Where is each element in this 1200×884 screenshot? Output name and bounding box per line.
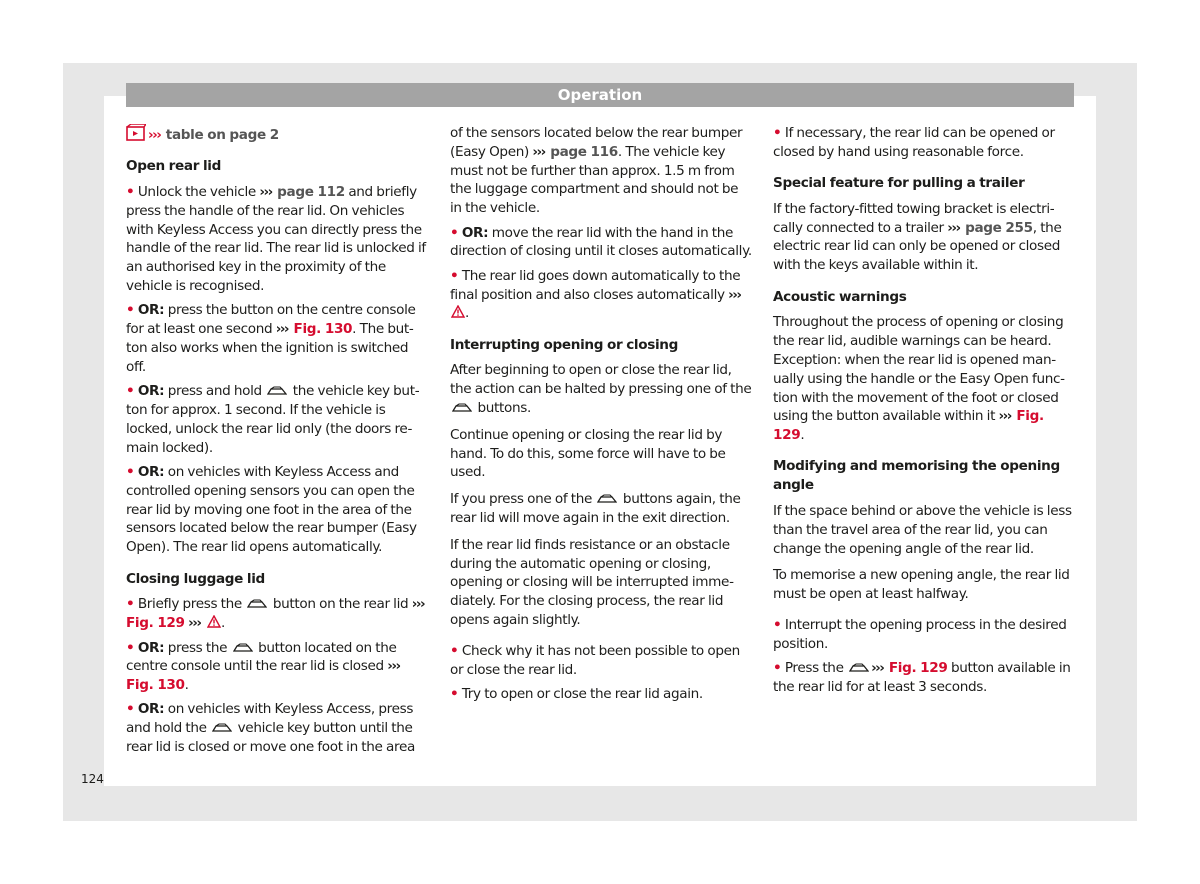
paragraph: Throughout the process of opening or closing the rear lid, audible warnings can be heard. Exception: when the rear lid is opened manually using the handle or the Easy Open function with the movement of the foot or closed using the button available within it ››› Fig. 129. bbox=[773, 314, 1066, 444]
toc-reference[interactable] bbox=[126, 124, 428, 145]
bullet-icon: • bbox=[450, 686, 459, 702]
bullet-icon: • bbox=[450, 267, 459, 284]
paragraph: After beginning to open or close the rear lid, the action can be halted by pressing one of the buttons. bbox=[450, 362, 752, 417]
list-item: • Briefly press the button on the rear lid ››› Fig. 129 ››› . bbox=[126, 596, 425, 632]
bullet-icon: • bbox=[126, 701, 135, 718]
heading-interrupting: Interrupting opening or closing bbox=[450, 336, 678, 353]
bullet-icon: • bbox=[450, 224, 459, 241]
column-3 bbox=[773, 124, 1075, 702]
vehicle-key-rear-lid-icon bbox=[212, 723, 232, 733]
chevron-right-triple-icon: ››› bbox=[259, 184, 272, 201]
chevron-right-triple-icon: ››› bbox=[387, 658, 400, 675]
vehicle-key-rear-lid-icon bbox=[233, 643, 253, 653]
vehicle-key-rear-lid-icon bbox=[452, 403, 472, 413]
chevron-right-triple-icon: ››› bbox=[532, 143, 545, 160]
paragraph: If the rear lid finds resistance or an obstacle during the automatic opening or closing, opening or closing will be interrupted immediately. For the closing process, the rear lid opens again slightly. bbox=[450, 536, 734, 629]
toc-link-text[interactable]: table on page 2 bbox=[165, 127, 279, 143]
heading-closing-luggage-lid: Closing luggage lid bbox=[126, 570, 265, 587]
list-item: • Unlock the vehicle ››› page 112 and briefly press the handle of the rear lid. On vehicles with Keyless Access you can directly press the handle of the rear lid. The rear lid is unlocked if an authorised key in the proximity of the vehicle is recognised. bbox=[126, 184, 426, 295]
bullet-icon: • bbox=[773, 660, 782, 677]
paragraph: of the sensors located below the rear bumper (Easy Open) ››› page 116. The vehicle key must not be further than approx. 1.5 m from the luggage compartment and should not be in the vehicle. bbox=[450, 125, 743, 217]
vehicle-key-rear-lid-icon bbox=[849, 663, 869, 673]
chevron-right-triple-icon: ››› bbox=[947, 219, 960, 236]
list-item: • OR: on vehicles with Keyless Access, press and hold the vehicle key button until the rear lid is closed or move one foot in the area bbox=[126, 701, 415, 756]
figure-link[interactable]: Fig. 130 bbox=[293, 321, 353, 338]
list-item: • Interrupt the opening process in the desired position. bbox=[773, 617, 1067, 652]
figure-link[interactable]: Fig. 129 bbox=[126, 615, 185, 632]
heading-modifying-angle: Modifying and memorising the opening angle bbox=[773, 458, 1060, 494]
bullet-icon: • bbox=[450, 642, 459, 659]
list-item: • If necessary, the rear lid can be opened or closed by hand using reasonable force. bbox=[773, 125, 1055, 160]
page-number: 124 bbox=[81, 772, 104, 786]
chevron-right-triple-icon: ››› bbox=[998, 408, 1011, 425]
page-link[interactable]: page 116 bbox=[550, 143, 618, 160]
chevron-right-triple-icon: ››› bbox=[411, 596, 425, 613]
paragraph: To memorise a new opening angle, the rear lid must be open at least halfway. bbox=[773, 567, 1070, 603]
paragraph: Continue opening or closing the rear lid by hand. To do this, some force will have to be used. bbox=[450, 426, 726, 481]
bullet-icon: • bbox=[126, 639, 135, 656]
bullet-icon: • bbox=[773, 617, 782, 634]
list-item: • The rear lid goes down automatically to the final position and also closes automatically ››› . bbox=[450, 267, 741, 322]
bullet-icon: • bbox=[773, 125, 782, 141]
chevron-right-triple-icon: ››› bbox=[871, 660, 884, 677]
paragraph: If you press one of the buttons again, the rear lid will move again in the exit direction. bbox=[450, 491, 741, 527]
warning-triangle-icon[interactable] bbox=[207, 615, 221, 628]
vehicle-key-rear-lid-icon bbox=[597, 494, 617, 504]
chevron-right-triple-icon: ››› bbox=[188, 615, 201, 632]
figure-link[interactable]: Fig. 129 bbox=[773, 408, 1044, 444]
chevron-right-triple-icon: ››› bbox=[148, 127, 161, 143]
book-reference-icon bbox=[126, 124, 146, 142]
chevron-right-triple-icon: ››› bbox=[728, 286, 741, 303]
list-item: • OR: press the button located on the centre console until the rear lid is closed ››› Fig. 130. bbox=[126, 639, 400, 694]
bullet-icon: • bbox=[126, 184, 135, 201]
warning-triangle-icon[interactable] bbox=[451, 305, 465, 318]
figure-link[interactable]: Fig. 129 bbox=[888, 660, 948, 677]
list-item: • Check why it has not been possible to open or close the rear lid. bbox=[450, 642, 740, 678]
vehicle-key-rear-lid-icon bbox=[267, 386, 287, 396]
heading-acoustic-warnings: Acoustic warnings bbox=[773, 288, 907, 305]
paragraph: If the space behind or above the vehicle is less than the travel area of the rear lid, you can change the opening angle of the rear lid. bbox=[773, 503, 1072, 557]
column-1 bbox=[126, 124, 428, 762]
list-item: • Try to open or close the rear lid again. bbox=[450, 686, 703, 702]
list-item: • OR: press the button on the centre console for at least one second ››› Fig. 130. The button also works when the ignition is switched off. bbox=[126, 302, 416, 375]
column-2 bbox=[450, 124, 752, 709]
bullet-icon: • bbox=[126, 383, 135, 400]
heading-trailer: Special feature for pulling a trailer bbox=[773, 175, 1025, 192]
section-header: Operation bbox=[126, 83, 1074, 107]
list-item: • OR: move the rear lid with the hand in the direction of closing until it closes automatically. bbox=[450, 224, 752, 260]
page-link[interactable]: page 255 bbox=[965, 219, 1033, 236]
heading-open-rear-lid: Open rear lid bbox=[126, 158, 221, 175]
chevron-right-triple-icon: ››› bbox=[275, 321, 289, 338]
vehicle-key-rear-lid-icon bbox=[247, 599, 267, 609]
bullet-icon: • bbox=[126, 596, 135, 613]
paragraph: If the factory-fitted towing bracket is electrically connected to a trailer ››› page 255, the electric rear lid can only be opened or closed with the keys available within it. bbox=[773, 200, 1062, 274]
list-item: • OR: press and hold the vehicle key button for approx. 1 second. If the vehicle is locked, unlock the rear lid only (the doors remain locked). bbox=[126, 383, 420, 456]
figure-link[interactable]: Fig. 130 bbox=[126, 677, 185, 694]
page-link[interactable]: page 112 bbox=[277, 184, 345, 201]
bullet-icon: • bbox=[126, 464, 135, 481]
bullet-icon: • bbox=[126, 302, 135, 319]
list-item: • OR: on vehicles with Keyless Access and controlled opening sensors you can open the rear lid by moving one foot in the area of the sensors located below the rear bumper (Easy Open). The rear lid opens automatically. bbox=[126, 464, 417, 556]
list-item: • Press the ››› Fig. 129 button available in the rear lid for at least 3 seconds. bbox=[773, 660, 1071, 696]
